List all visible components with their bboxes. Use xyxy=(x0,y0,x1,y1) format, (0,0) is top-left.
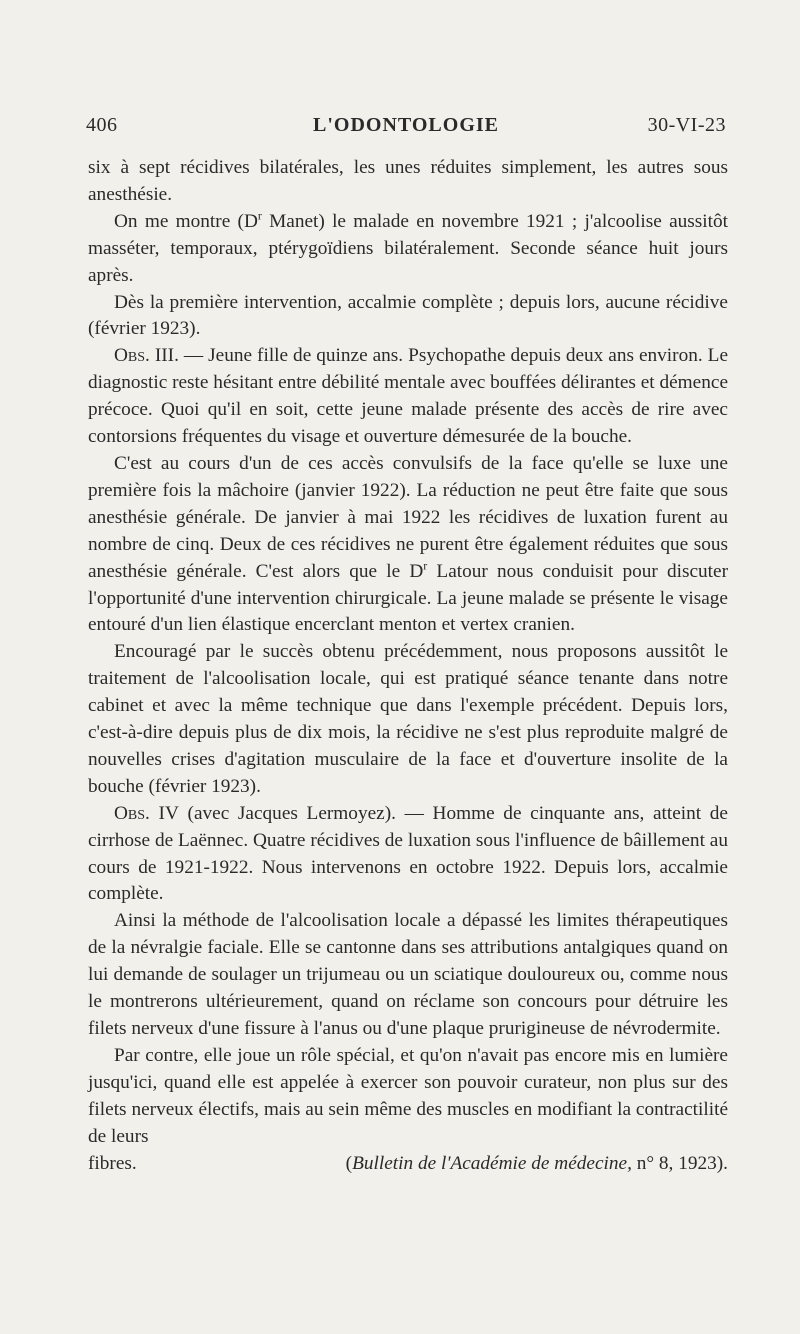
paragraph-2: On me montre ($D^r$ Manet) le malade en novembre 1921 ; j'alcoolise aussitôt masséter, temporaux, ptérygoïdiens bilatéralement. Seconde séance huit jours après. xyxy=(88,208,728,286)
obs-label: Obs. III. xyxy=(114,345,179,367)
page-number: 406 xyxy=(86,114,118,136)
paragraph-5: C'est au cours d'un de ces accès convulsifs de la face qu'elle se luxe une première fois la mâchoire (janvier 1922). La réduction ne peut être faite que sous anesthésie générale. De janvier à mai 1922 les récidives de luxation furent au nombre de cinq. Deux de ces récidives ne purent être également réduites que sous anesthésie générale. C'est alors que le $D^r$ Latour nous conduisit pour discuter l'opportunité d'une intervention chirurgicale. La jeune malade se présente le visage entouré d'un lien élastique encerclant menton et vertex cranien. xyxy=(88,452,728,636)
observation-4: Obs. IV (avec Jacques Lermoyez). — Homme de cinquante ans, atteint de cirrhose de Laënnec. Quatre récidives de luxation sous l'influence de bâillement au cours de 1921-1922. Nous intervenons en octobre 1922. Depuis lors, accalmie complète. xyxy=(88,802,728,905)
article-body xyxy=(88,155,728,1177)
journal-title: L'ODONTOLOGIE xyxy=(312,114,499,136)
running-header xyxy=(86,114,726,144)
obs-label: Obs. IV xyxy=(114,802,179,824)
closing-line: fibres. (Bulletin de l'Académie de médecine, n° 8, 1923). xyxy=(88,1151,728,1178)
paragraph-9: Par contre, elle joue un rôle spécial, et qu'on n'avait pas encore mis en lumière jusqu'ici, quand elle est appelée à exercer son pouvoir curateur, non plus sur des filets nerveux électifs, mais au sein même des muscles en modifiant la contractilité de leurs xyxy=(88,1044,728,1147)
paragraph-3: Dès la première intervention, accalmie complète ; depuis lors, aucune récidive (février 1923). xyxy=(88,291,728,340)
paragraph-6: Encouragé par le succès obtenu précédemment, nous proposons aussitôt le traitement de l'alcoolisation locale, qui est pratiqué séance tenante dans notre cabinet et avec la même technique que dans l'exemple précédent. Depuis lors, c'est-à-dire depuis plus de dix mois, la récidive ne s'est plus reproduite malgré de nouvelles crises d'agitation musculaire de la face et d'ouverture insolite de la bouche (février 1923). xyxy=(88,641,728,797)
paragraph-8: Ainsi la méthode de l'alcoolisation locale a dépassé les limites thérapeutiques de la névralgie faciale. Elle se cantonne dans ses attributions antalgiques quand on lui demande de soulager un trijumeau ou un sciatique douloureux ou, comme nous le montrerons ultérieurement, quand on réclame son concours pour détruire les filets nerveux d'une fissure à l'anus ou d'une plaque prurigineuse de névrodermite. xyxy=(88,910,728,1039)
paragraph-1: six à sept récidives bilatérales, les unes réduites simplement, les autres sous anesthésie. xyxy=(88,157,728,205)
citation: (Bulletin de l'Académie de médecine, n° 8, 1923). xyxy=(345,1152,728,1174)
issue-date: 30-VI-23 xyxy=(647,114,726,136)
observation-3: Obs. III. — Jeune fille de quinze ans. Psychopathe depuis deux ans environ. Le diagnostic reste hésitant entre débilité mentale avec bouffées délirantes et démence précoce. Quoi qu'il en soit, cette jeune malade présente des accès de rire avec contorsions fréquentes du visage et ouverture démesurée de la bouche. xyxy=(88,345,728,448)
citation-title: Bulletin de l'Académie de médecine, xyxy=(352,1152,632,1174)
